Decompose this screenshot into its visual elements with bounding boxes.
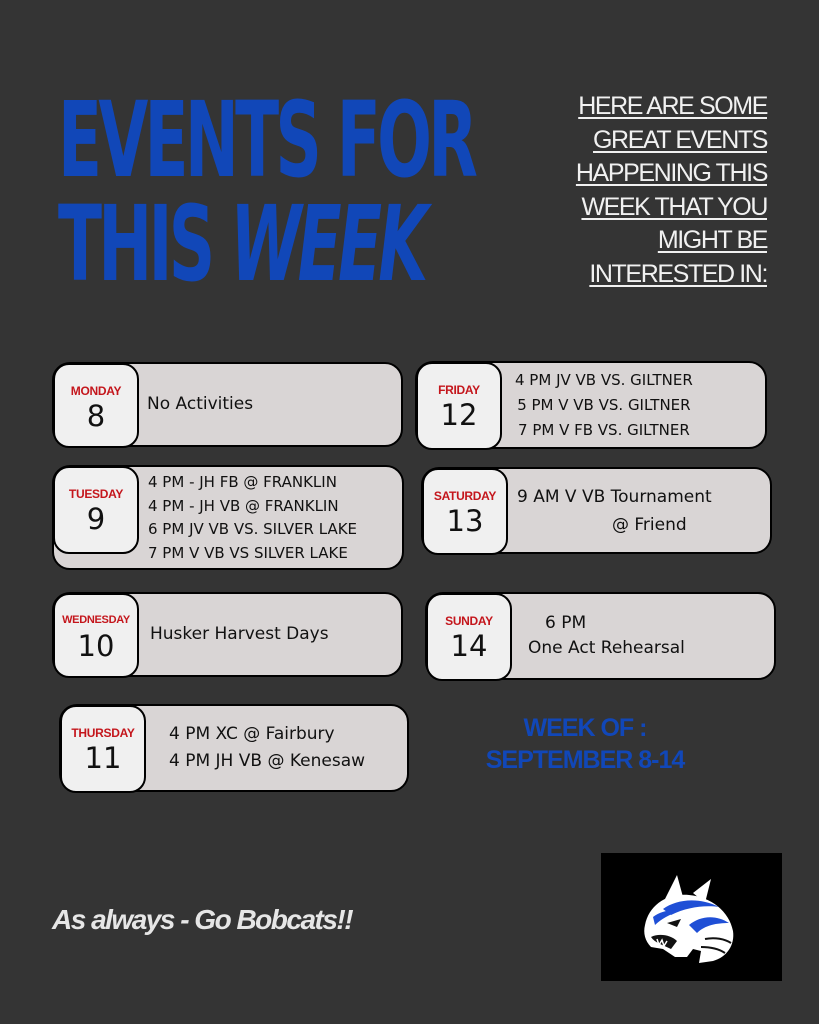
intro-line: INTERESTED IN: bbox=[589, 259, 767, 288]
day-number: 14 bbox=[450, 629, 488, 663]
week-of-label bbox=[440, 712, 730, 776]
bobcats-logo bbox=[601, 853, 782, 981]
event-list bbox=[517, 469, 712, 552]
day-card-friday bbox=[415, 361, 767, 449]
intro-text bbox=[507, 90, 767, 291]
event-item: No Activities bbox=[147, 394, 254, 414]
event-list bbox=[147, 364, 253, 445]
week-of-line-2: SEPTEMBER 8-14 bbox=[485, 746, 685, 774]
event-list bbox=[150, 594, 329, 675]
event-item: 4 PM XC @ Fairbury bbox=[169, 724, 335, 744]
day-card-monday bbox=[52, 362, 403, 447]
event-list bbox=[515, 363, 693, 447]
event-item: 9 AM V VB Tournament bbox=[517, 486, 712, 507]
day-card-wednesday bbox=[52, 592, 403, 677]
event-list bbox=[148, 471, 357, 562]
date-badge-saturday bbox=[422, 468, 508, 555]
event-item: 7 PM V FB VS. GILTNER bbox=[518, 420, 690, 439]
title-line-2 bbox=[58, 183, 474, 305]
day-name: FRIDAY bbox=[438, 383, 480, 397]
event-item: One Act Rehearsal bbox=[528, 638, 685, 658]
day-name: THURSDAY bbox=[71, 726, 135, 740]
day-number: 12 bbox=[440, 398, 478, 432]
day-number: 8 bbox=[86, 399, 106, 433]
day-card-tuesday bbox=[52, 465, 404, 570]
date-badge-wednesday bbox=[53, 593, 139, 678]
event-item: 4 PM JV VB VS. GILTNER bbox=[515, 370, 693, 389]
title-week: WEEK bbox=[230, 183, 425, 305]
day-name: TUESDAY bbox=[68, 487, 124, 501]
event-item: 6 PM bbox=[545, 613, 587, 633]
event-list bbox=[169, 706, 365, 790]
day-name: WEDNESDAY bbox=[62, 614, 130, 626]
event-item: 4 PM JH VB @ Kenesaw bbox=[169, 751, 366, 771]
day-number: 10 bbox=[77, 629, 115, 663]
day-name: SATURDAY bbox=[433, 489, 497, 503]
event-item: 7 PM V VB VS SILVER LAKE bbox=[148, 543, 348, 562]
intro-line: MIGHT BE bbox=[657, 226, 767, 254]
day-number: 13 bbox=[446, 504, 484, 538]
date-badge-friday bbox=[416, 362, 502, 450]
event-list bbox=[528, 594, 685, 678]
date-badge-thursday bbox=[60, 705, 146, 793]
event-item: Husker Harvest Days bbox=[150, 624, 329, 644]
day-card-sunday bbox=[425, 592, 776, 680]
event-item: 5 PM V VB VS. GILTNER bbox=[517, 395, 691, 414]
date-badge-tuesday bbox=[53, 466, 139, 554]
date-badge-monday bbox=[53, 363, 139, 448]
event-item: @ Friend bbox=[611, 514, 687, 535]
day-number: 11 bbox=[84, 741, 122, 775]
date-badge-sunday bbox=[426, 593, 512, 681]
title-this: THIS bbox=[58, 183, 231, 305]
page-title bbox=[58, 79, 475, 305]
bobcat-head-icon bbox=[601, 853, 782, 981]
week-of-line-1: WEEK OF : bbox=[523, 714, 647, 742]
slogan: As always - Go Bobcats!! bbox=[52, 904, 353, 935]
day-name: MONDAY bbox=[70, 384, 122, 398]
day-card-thursday bbox=[59, 704, 409, 792]
title-line-1: EVENTS FOR bbox=[58, 79, 475, 201]
day-card-saturday bbox=[421, 467, 772, 554]
intro-line: WEEK THAT YOU bbox=[581, 192, 767, 221]
event-item: 6 PM JV VB VS. SILVER LAKE bbox=[148, 520, 358, 538]
day-number: 9 bbox=[86, 502, 106, 536]
event-item: 4 PM - JH VB @ FRANKLIN bbox=[148, 496, 339, 515]
intro-line: HAPPENING THIS bbox=[575, 159, 767, 187]
intro-line: HERE ARE SOME bbox=[578, 92, 767, 120]
day-name: SUNDAY bbox=[445, 614, 493, 628]
event-item: 4 PM - JH FB @ FRANKLIN bbox=[148, 473, 337, 491]
intro-line: GREAT EVENTS bbox=[593, 125, 767, 154]
